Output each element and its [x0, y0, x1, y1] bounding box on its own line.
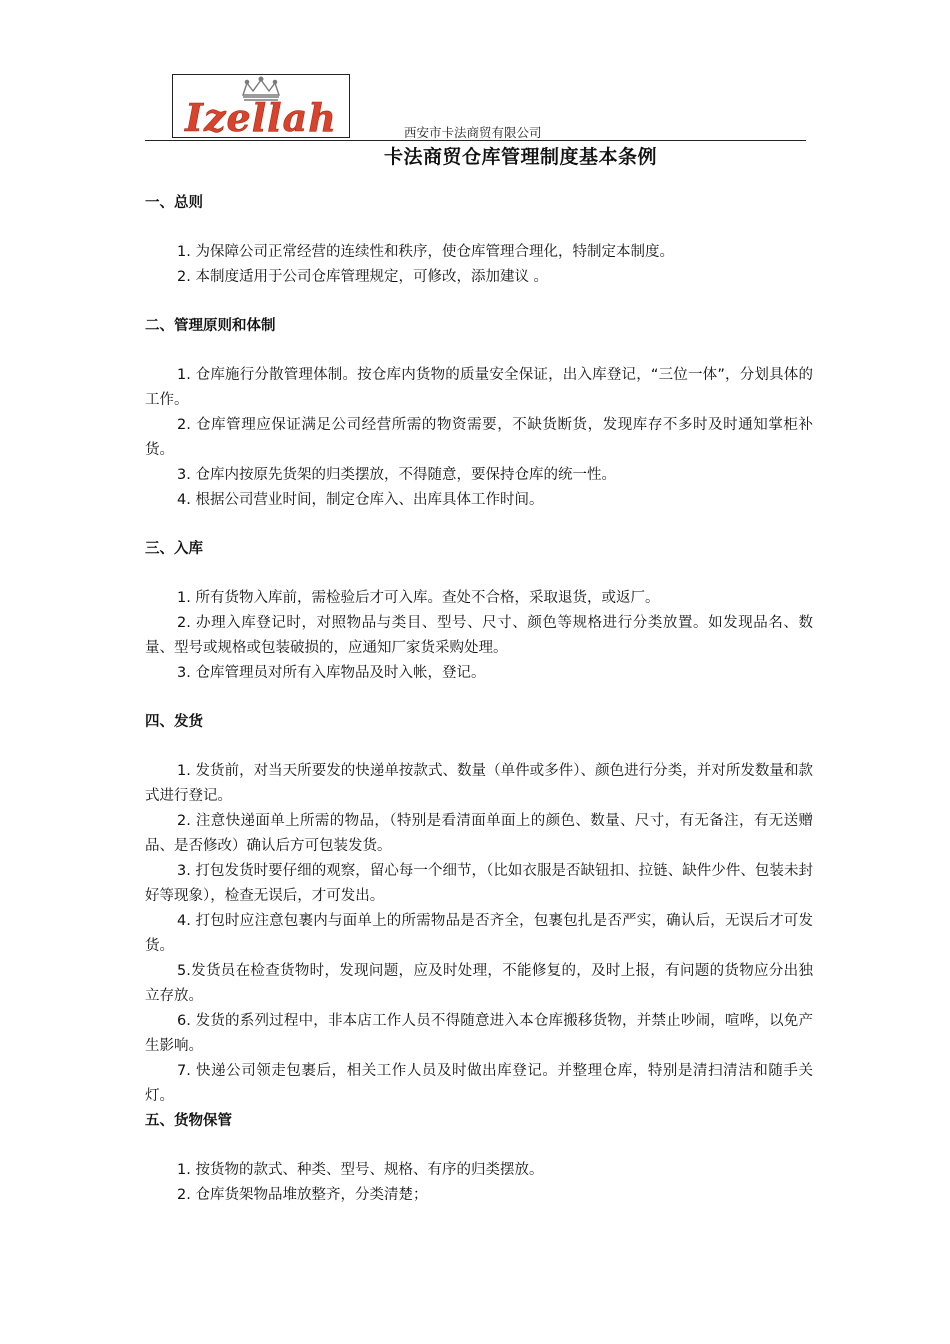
clause: 4. 根据公司营业时间，制定仓库入、出库具体工作时间。	[177, 492, 544, 508]
clause: 1. 仓库施行分散管理体制。按仓库内货物的质量安全保证，出入库登记，“三位一体”，分划具体的工作。	[145, 367, 813, 408]
section-storage	[145, 1109, 813, 1208]
section-shipping	[145, 710, 813, 1109]
section-title: 五、货物保管	[145, 1113, 232, 1129]
clause: 1. 所有货物入库前，需检验后才可入库。查处不合格，采取退货，或返厂。	[177, 590, 660, 606]
clause: 7. 快递公司领走包裹后，相关工作人员及时做出库登记。并整理仓库，特别是清扫清洁和随手关灯。	[145, 1063, 813, 1104]
section-title: 二、管理原则和体制	[145, 318, 276, 334]
section-title: 一、总则	[145, 195, 203, 211]
section-title: 三、入库	[145, 541, 203, 557]
clause: 2. 本制度适用于公司仓库管理规定，可修改，添加建议 。	[177, 269, 549, 285]
clause: 6. 发货的系列过程中，非本店工作人员不得随意进入本仓库搬移货物，并禁止吵闹，喧哗，以免产生影响。	[145, 1013, 813, 1054]
header-divider	[145, 140, 806, 141]
clause: 1. 为保障公司正常经营的连续性和秩序，使仓库管理合理化，特制定本制度。	[177, 244, 674, 260]
clause: 3. 仓库管理员对所有入库物品及时入帐，登记。	[177, 665, 486, 681]
section-general	[145, 191, 813, 290]
clause: 3. 仓库内按原先货架的归类摆放，不得随意，要保持仓库的统一性。	[177, 467, 616, 483]
section-management	[145, 314, 813, 513]
document-body	[145, 191, 813, 1208]
company-logo	[172, 74, 350, 138]
clause: 1. 按货物的款式、种类、型号、规格、有序的归类摆放。	[177, 1162, 544, 1178]
clause: 2. 仓库管理应保证满足公司经营所需的物资需要，不缺货断货，发现库存不多时及时通知掌柜补货。	[145, 417, 813, 458]
clause: 2. 办理入库登记时，对照物品与类目、型号、尺寸、颜色等规格进行分类放置。如发现品名、数量、型号或规格或包装破损的，应通知厂家货采购处理。	[145, 615, 813, 656]
crown-logo-icon	[173, 75, 349, 137]
clause: 1. 发货前，对当天所要发的快递单按款式、数量（单件或多件）、颜色进行分类，并对所发数量和款式进行登记。	[145, 763, 813, 804]
clause: 2. 仓库货架物品堆放整齐，分类清楚；	[177, 1187, 428, 1203]
company-name: 西安市卡法商贸有限公司	[404, 125, 542, 140]
logo-wordmark: Izellah	[185, 95, 337, 137]
clause: 2. 注意快递面单上所需的物品，（特别是看清面单面上的颜色、数量、尺寸，有无备注，有无送赠品、是否修改）确认后方可包装发货。	[145, 813, 813, 854]
section-title: 四、发货	[145, 714, 203, 730]
section-inbound	[145, 537, 813, 686]
clause: 4. 打包时应注意包裹内与面单上的所需物品是否齐全，包裹包扎是否严实，确认后，无误后才可发货。	[145, 913, 813, 954]
clause: 5.发货员在检查货物时，发现问题，应及时处理，不能修复的，及时上报，有问题的货物应分出独立存放。	[145, 963, 813, 1004]
clause: 3. 打包发货时要仔细的观察，留心每一个细节，（比如衣服是否缺钮扣、拉链、缺件少件、包装未封好等现象），检查无误后，才可发出。	[145, 863, 813, 904]
document-title: 卡法商贸仓库管理制度基本条例	[384, 146, 658, 168]
